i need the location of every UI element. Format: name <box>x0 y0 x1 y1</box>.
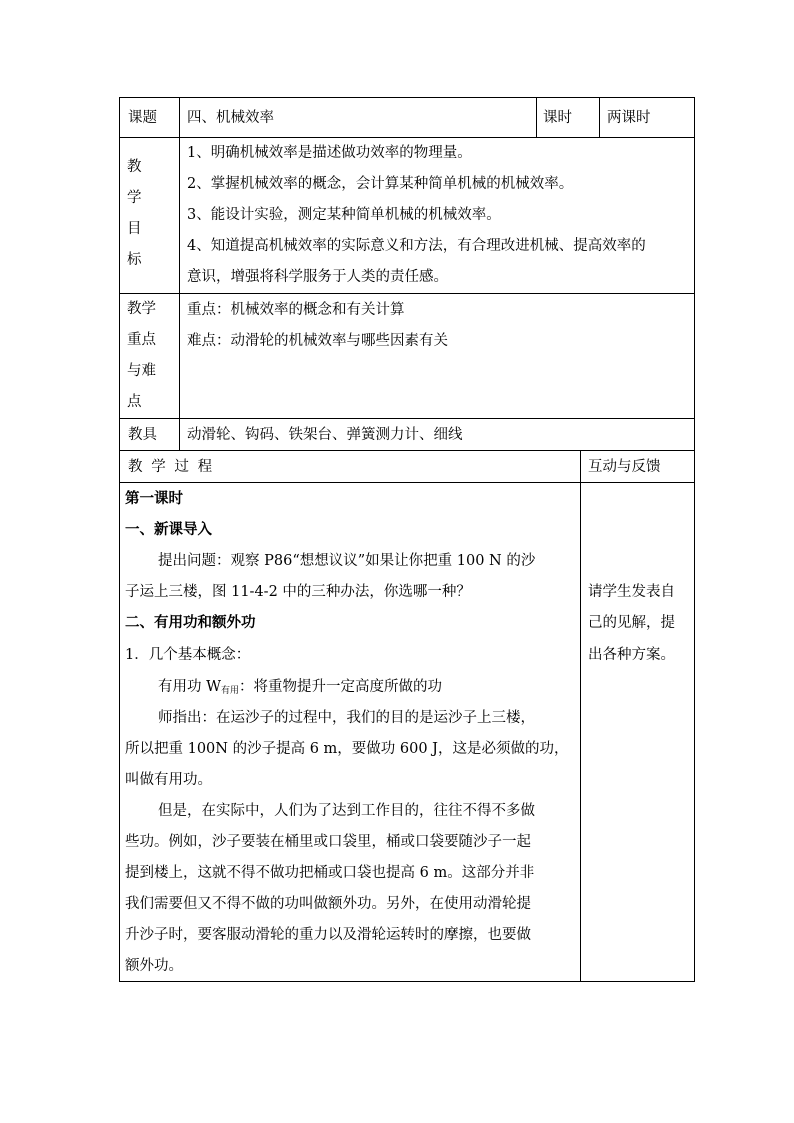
topic-label: 课题 <box>128 110 157 126</box>
paragraph-line: 些功。例如，沙子要装在桶里或口袋里，桶或口袋要随沙子一起 <box>125 834 531 850</box>
feedback-line: 请学生发表自 <box>588 584 675 600</box>
process-label: 教学过程 <box>128 459 221 475</box>
objective-item: 1、明确机械效率是描述做功效率的物理量。 <box>187 145 472 161</box>
lesson-title: 第一课时 <box>125 490 183 507</box>
column-divider <box>580 450 581 982</box>
paragraph-line: 子运上三楼，图 11-4-2 中的三种办法，你选哪一种？ <box>125 584 471 600</box>
row-divider <box>119 137 695 138</box>
period-value: 两课时 <box>607 110 651 126</box>
row-divider <box>119 418 695 419</box>
row-divider <box>119 450 695 451</box>
feedback-line: 出各种方案。 <box>588 647 675 663</box>
paragraph-line: 我们需要但又不得不做的功叫做额外功。另外，在使用动滑轮提 <box>125 896 531 912</box>
paragraph-line: 升沙子时，要客服动滑轮的重力以及滑轮运转时的摩擦，也要做 <box>125 927 531 943</box>
useful-work-definition <box>158 677 442 701</box>
interaction-label: 互动与反馈 <box>588 459 661 475</box>
feedback-line: 己的见解，提 <box>588 615 675 631</box>
column-divider <box>536 97 537 137</box>
paragraph-line: 额外功。 <box>125 958 183 974</box>
paragraph-line: 叫做有用功。 <box>125 772 212 788</box>
section-title: 二、有用功和额外功 <box>125 614 256 631</box>
topic-value: 四、机械效率 <box>187 110 274 126</box>
row-divider <box>119 482 695 483</box>
column-divider <box>179 97 180 450</box>
objective-item: 意识，增强将科学服务于人类的责任感。 <box>187 269 448 285</box>
tools-value: 动滑轮、钩码、铁架台、弹簧测力计、细线 <box>187 427 463 443</box>
objective-item: 2、掌握机械效率的概念，会计算某种简单机械的机械效率。 <box>187 176 574 192</box>
difficulty-text: 难点：动滑轮的机械效率与哪些因素有关 <box>187 333 448 349</box>
objective-item: 4、知道提高机械效率的实际意义和方法，有合理改进机械、提高效率的 <box>187 238 646 254</box>
useful-work-text: ：将重物提升一定高度所做的功 <box>239 679 443 695</box>
period-label: 课时 <box>543 110 572 126</box>
paragraph-line: 所以把重 100N 的沙子提高 6 m，要做功 600 J，这是必须做的功， <box>125 741 569 757</box>
key-points-label: 教学重点与难点 <box>127 301 156 410</box>
paragraph-line: 但是，在实际中，人们为了达到工作目的，往往不得不多做 <box>158 803 535 819</box>
paragraph-line: 师指出：在运沙子的过程中，我们的目的是运沙子上三楼， <box>158 710 535 726</box>
useful-work-symbol: 有用功 W <box>158 679 222 695</box>
section-title: 一、新课导入 <box>125 521 212 538</box>
focus-text: 重点：机械效率的概念和有关计算 <box>187 302 405 318</box>
objective-item: 3、能设计实验，测定某种简单机械的机械效率。 <box>187 207 501 223</box>
objectives-label: 教学目标 <box>127 159 142 268</box>
tools-label: 教具 <box>128 427 157 443</box>
row-divider <box>119 293 695 294</box>
useful-work-subscript: 有用 <box>221 686 240 696</box>
paragraph-line: 提到楼上，这就不得不做功把桶或口袋也提高 6 m。这部分并非 <box>125 865 535 881</box>
paragraph-line: 提出问题：观察 P86“想想议议”如果让你把重 100 N 的沙 <box>158 553 536 569</box>
column-divider <box>599 97 600 137</box>
subsection-title: 1．几个基本概念： <box>125 647 251 663</box>
